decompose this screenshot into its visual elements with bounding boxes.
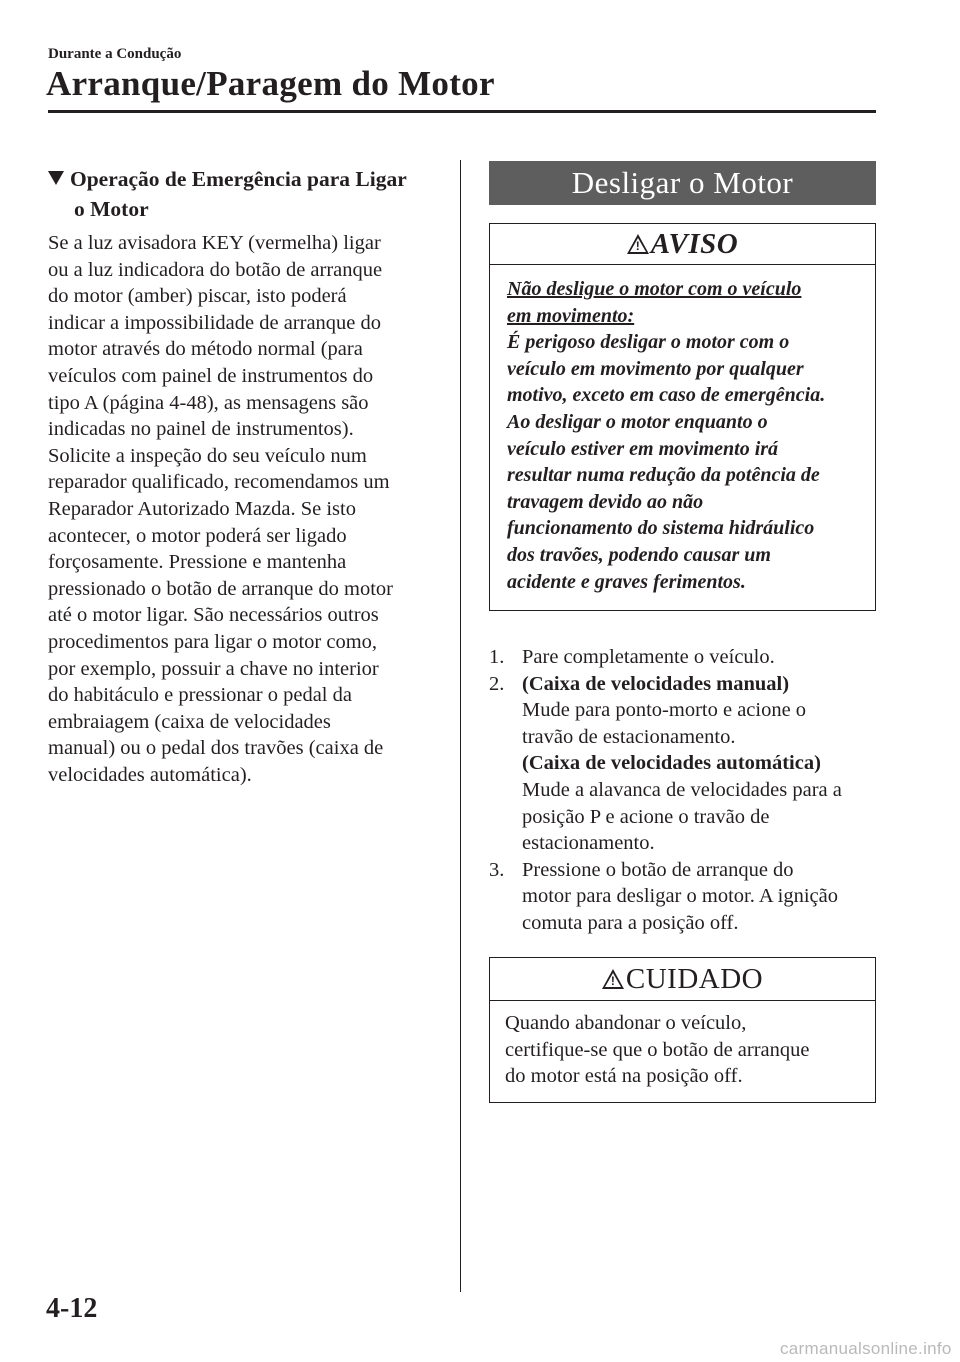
step-number: 2. xyxy=(489,672,505,695)
header-rule xyxy=(48,110,876,113)
step-text: travão de estacionamento. xyxy=(522,725,736,748)
paragraph-line: por exemplo, possuir a chave no interior xyxy=(48,657,379,680)
warning-icon: ! xyxy=(627,234,649,254)
chapter-title: Arranque/Paragem do Motor xyxy=(46,64,495,103)
step-text: Pressione o botão de arranque do xyxy=(522,858,794,881)
caution-header xyxy=(490,958,875,1001)
paragraph-line: até o motor ligar. São necessários outros xyxy=(48,604,379,627)
paragraph-line: Se a luz avisadora KEY (vermelha) ligar xyxy=(48,232,381,254)
subheading-line: o Motor xyxy=(74,197,149,221)
warning-line: veículo estiver em movimento irá xyxy=(507,437,779,460)
warning-title-line: em movimento: xyxy=(507,304,635,327)
section-label: Durante a Condução xyxy=(48,46,182,62)
caution-line: Quando abandonar o veículo, xyxy=(505,1012,747,1034)
emergency-start-paragraph xyxy=(48,230,448,788)
step-2 xyxy=(489,671,879,698)
warning-line: acidente e graves ferimentos. xyxy=(507,570,746,593)
triangle-bullet-icon xyxy=(48,171,64,185)
paragraph-line: indicadas no painel de instrumentos). xyxy=(48,418,354,441)
step-number: 3. xyxy=(489,858,505,881)
warning-header xyxy=(490,224,875,265)
warning-title: AVISO xyxy=(650,227,739,260)
paragraph-line: veículos com painel de instrumentos do xyxy=(48,364,374,387)
shutdown-steps xyxy=(489,644,879,937)
page-number: 4-12 xyxy=(46,1293,98,1324)
paragraph-line: acontecer, o motor poderá ser ligado xyxy=(48,524,347,547)
section-banner: Desligar o Motor xyxy=(489,161,876,205)
warning-line: veículo em movimento por qualquer xyxy=(507,357,804,380)
paragraph-line: forçosamente. Pressione e mantenha xyxy=(48,551,347,574)
paragraph-line: indicar a impossibilidade de arranque do xyxy=(48,311,382,334)
paragraph-line: Reparador Autorizado Mazda. Se isto xyxy=(48,497,356,520)
paragraph-line: procedimentos para ligar o motor como, xyxy=(48,630,378,653)
subheading-line: Operação de Emergência para Ligar xyxy=(70,167,407,191)
caution-line: do motor está na posição off. xyxy=(505,1065,743,1088)
warning-box xyxy=(489,223,876,611)
caution-title: CUIDADO xyxy=(625,962,764,995)
step-text: comuta para a posição off. xyxy=(522,911,739,934)
step-number: 1. xyxy=(489,646,505,668)
warning-line: resultar numa redução da potência de xyxy=(507,464,820,487)
watermark: carmanualsonline.info xyxy=(780,1339,952,1358)
paragraph-line: motor através do método normal (para xyxy=(48,338,363,361)
step-text: estacionamento. xyxy=(522,832,655,855)
step-text: Mude para ponto-morto e acione o xyxy=(522,699,807,722)
warning-line: motivo, exceto em caso de emergência. xyxy=(507,384,826,407)
warning-line: dos travões, podendo causar um xyxy=(507,543,771,566)
warning-line: funcionamento do sistema hidráulico xyxy=(507,517,815,540)
paragraph-line: Solicite a inspeção do seu veículo num xyxy=(48,444,367,467)
caution-line: certifique-se que o botão de arranque xyxy=(505,1038,810,1061)
paragraph-line: ou a luz indicadora do botão de arranque xyxy=(48,258,383,281)
warning-body xyxy=(507,276,867,595)
paragraph-line: embraiagem (caixa de velocidades xyxy=(48,710,331,733)
paragraph-line: do motor (amber) piscar, isto poderá xyxy=(48,285,347,308)
step-3 xyxy=(489,857,879,884)
warning-line: Ao desligar o motor enquanto o xyxy=(507,410,768,433)
paragraph-line: reparador qualificado, recomendamos um xyxy=(48,471,390,494)
subheading xyxy=(48,164,448,224)
caution-body xyxy=(505,1010,865,1090)
paragraph-line: pressionado o botão de arranque do motor xyxy=(48,577,393,600)
caution-box xyxy=(489,957,876,1103)
paragraph-line: manual) ou o pedal dos travões (caixa de xyxy=(48,737,384,760)
warning-line: É perigoso desligar o motor com o xyxy=(507,331,790,354)
warning-title-line: Não desligue o motor com o veículo xyxy=(507,278,802,300)
column-divider xyxy=(460,160,461,1292)
step-text: posição P e acione o travão de xyxy=(522,805,770,828)
warning-line: travagem devido ao não xyxy=(507,490,704,513)
step-heading: (Caixa de velocidades automática) xyxy=(522,752,821,775)
step-1 xyxy=(489,644,879,671)
paragraph-line: velocidades automática). xyxy=(48,763,252,786)
paragraph-line: tipo A (página 4-48), as mensagens são xyxy=(48,391,369,414)
step-text: Mude a alavanca de velocidades para a xyxy=(522,778,842,801)
caution-icon: ! xyxy=(602,969,624,989)
paragraph-line: do habitáculo e pressionar o pedal da xyxy=(48,684,352,707)
step-heading: (Caixa de velocidades manual) xyxy=(522,672,790,695)
step-text: motor para desligar o motor. A ignição xyxy=(522,885,838,908)
step-text: Pare completamente o veículo. xyxy=(522,646,775,668)
